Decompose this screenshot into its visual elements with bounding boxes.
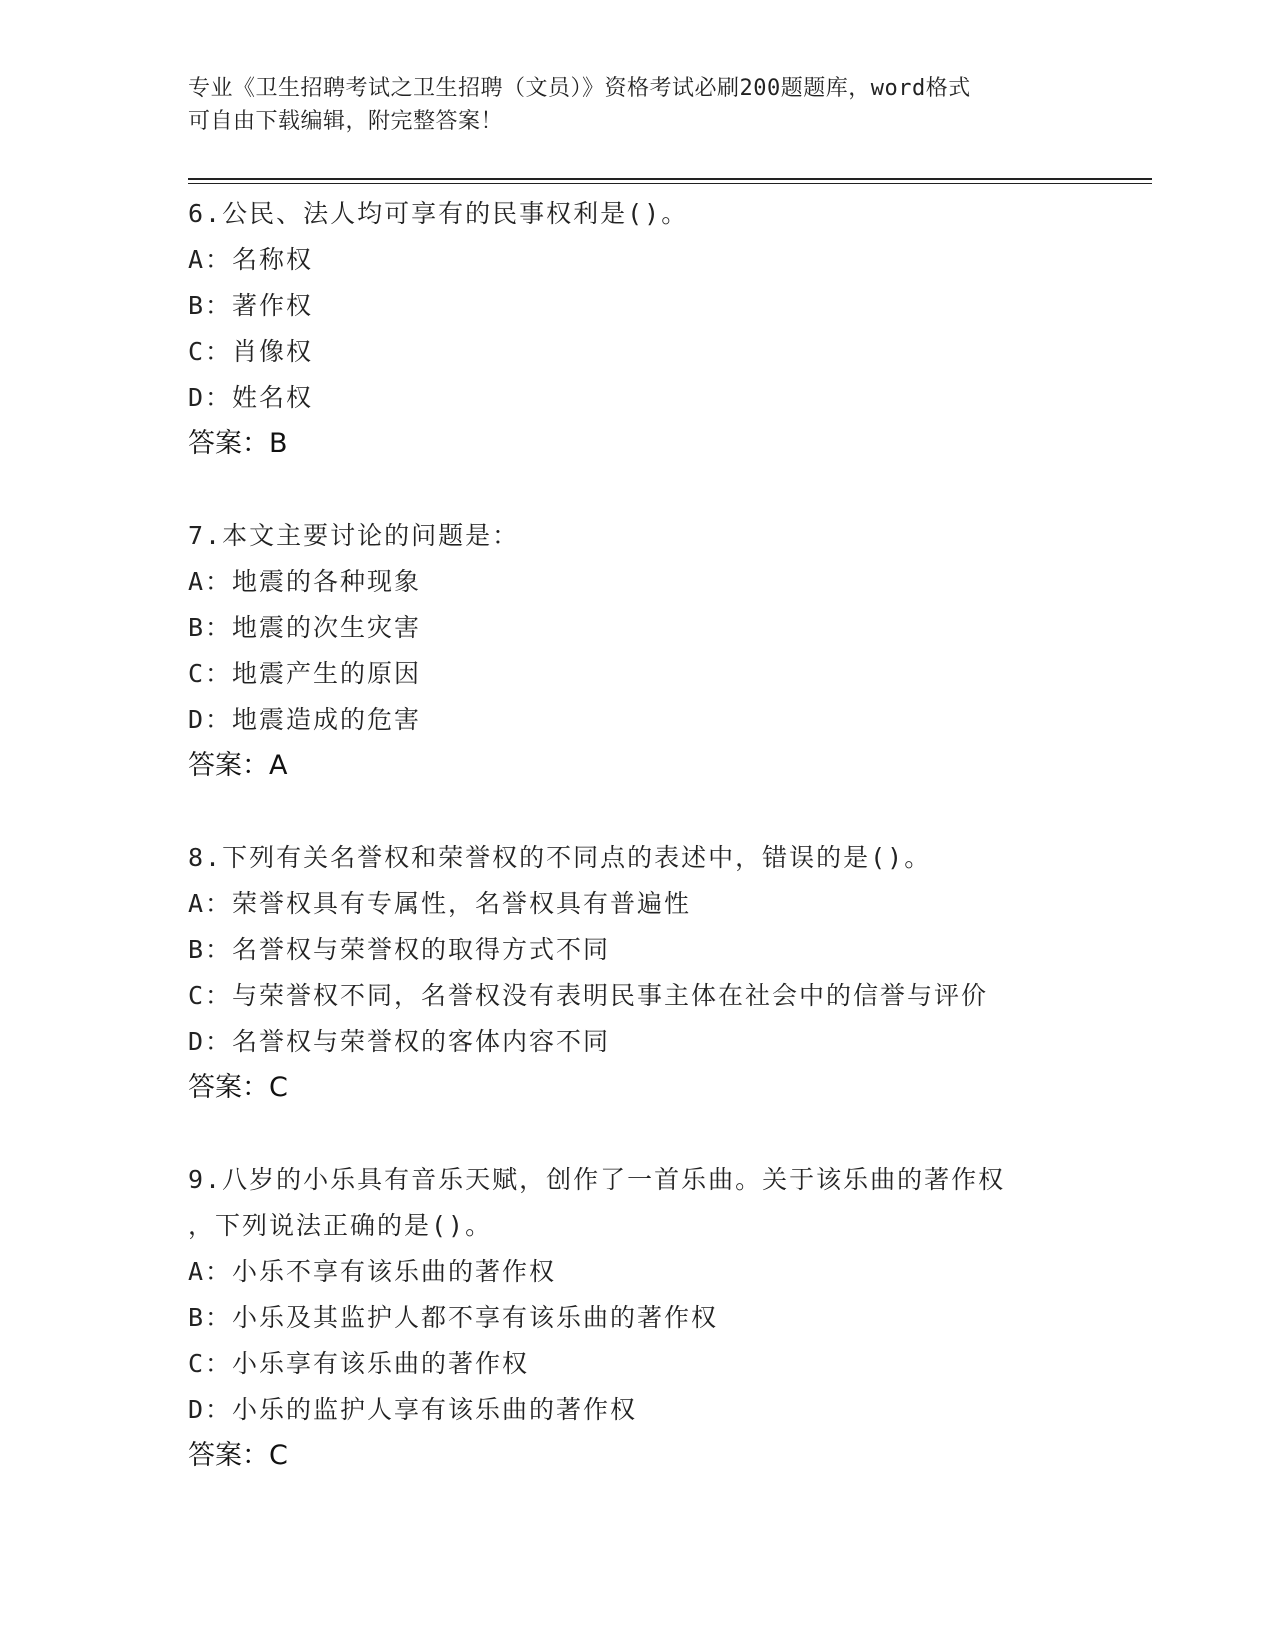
- answer-label: 答案：C: [188, 1072, 288, 1103]
- option-c: C：肖像权: [188, 337, 314, 366]
- answer-label: 答案：B: [188, 428, 288, 459]
- option-a: A：名称权: [188, 245, 314, 274]
- question-list: [188, 191, 1148, 1525]
- header-line-1: 专业《卫生招聘考试之卫生招聘（文员）》资格考试必刷200题题库，word格式: [188, 76, 971, 101]
- answer-label: 答案：C: [188, 1440, 288, 1471]
- option-d: D：小乐的监护人享有该乐曲的著作权: [188, 1395, 638, 1424]
- option-c: C：与荣誉权不同，名誉权没有表明民事主体在社会中的信誉与评价: [188, 981, 989, 1010]
- question-6: [188, 191, 1148, 467]
- option-d: D：名誉权与荣誉权的客体内容不同: [188, 1027, 611, 1056]
- option-c: C：地震产生的原因: [188, 659, 422, 688]
- option-b: B：名誉权与荣誉权的取得方式不同: [188, 935, 611, 964]
- document-header: [188, 72, 1088, 138]
- question-7: [188, 513, 1148, 789]
- option-b: B：小乐及其监护人都不享有该乐曲的著作权: [188, 1303, 719, 1332]
- option-b: B：著作权: [188, 291, 314, 320]
- header-rule-thick: [188, 178, 1152, 180]
- option-c: C：小乐享有该乐曲的著作权: [188, 1349, 530, 1378]
- question-stem: 9.八岁的小乐具有音乐天赋，创作了一首乐曲。关于该乐曲的著作权: [188, 1165, 1006, 1194]
- option-d: D：姓名权: [188, 383, 314, 412]
- question-stem: 7.本文主要讨论的问题是：: [188, 521, 520, 550]
- option-d: D：地震造成的危害: [188, 705, 422, 734]
- question-9: [188, 1157, 1148, 1479]
- question-stem: 6.公民、法人均可享有的民事权利是()。: [188, 199, 689, 228]
- header-line-2: 可自由下载编辑，附完整答案！: [188, 109, 504, 134]
- option-a: A：荣誉权具有专属性，名誉权具有普遍性: [188, 889, 692, 918]
- question-stem-continued: ，下列说法正确的是()。: [188, 1211, 493, 1240]
- header-rule-thin: [188, 183, 1152, 184]
- option-a: A：小乐不享有该乐曲的著作权: [188, 1257, 557, 1286]
- question-stem: 8.下列有关名誉权和荣誉权的不同点的表述中，错误的是()。: [188, 843, 932, 872]
- question-8: [188, 835, 1148, 1111]
- answer-label: 答案：A: [188, 750, 288, 781]
- option-a: A：地震的各种现象: [188, 567, 422, 596]
- option-b: B：地震的次生灾害: [188, 613, 422, 642]
